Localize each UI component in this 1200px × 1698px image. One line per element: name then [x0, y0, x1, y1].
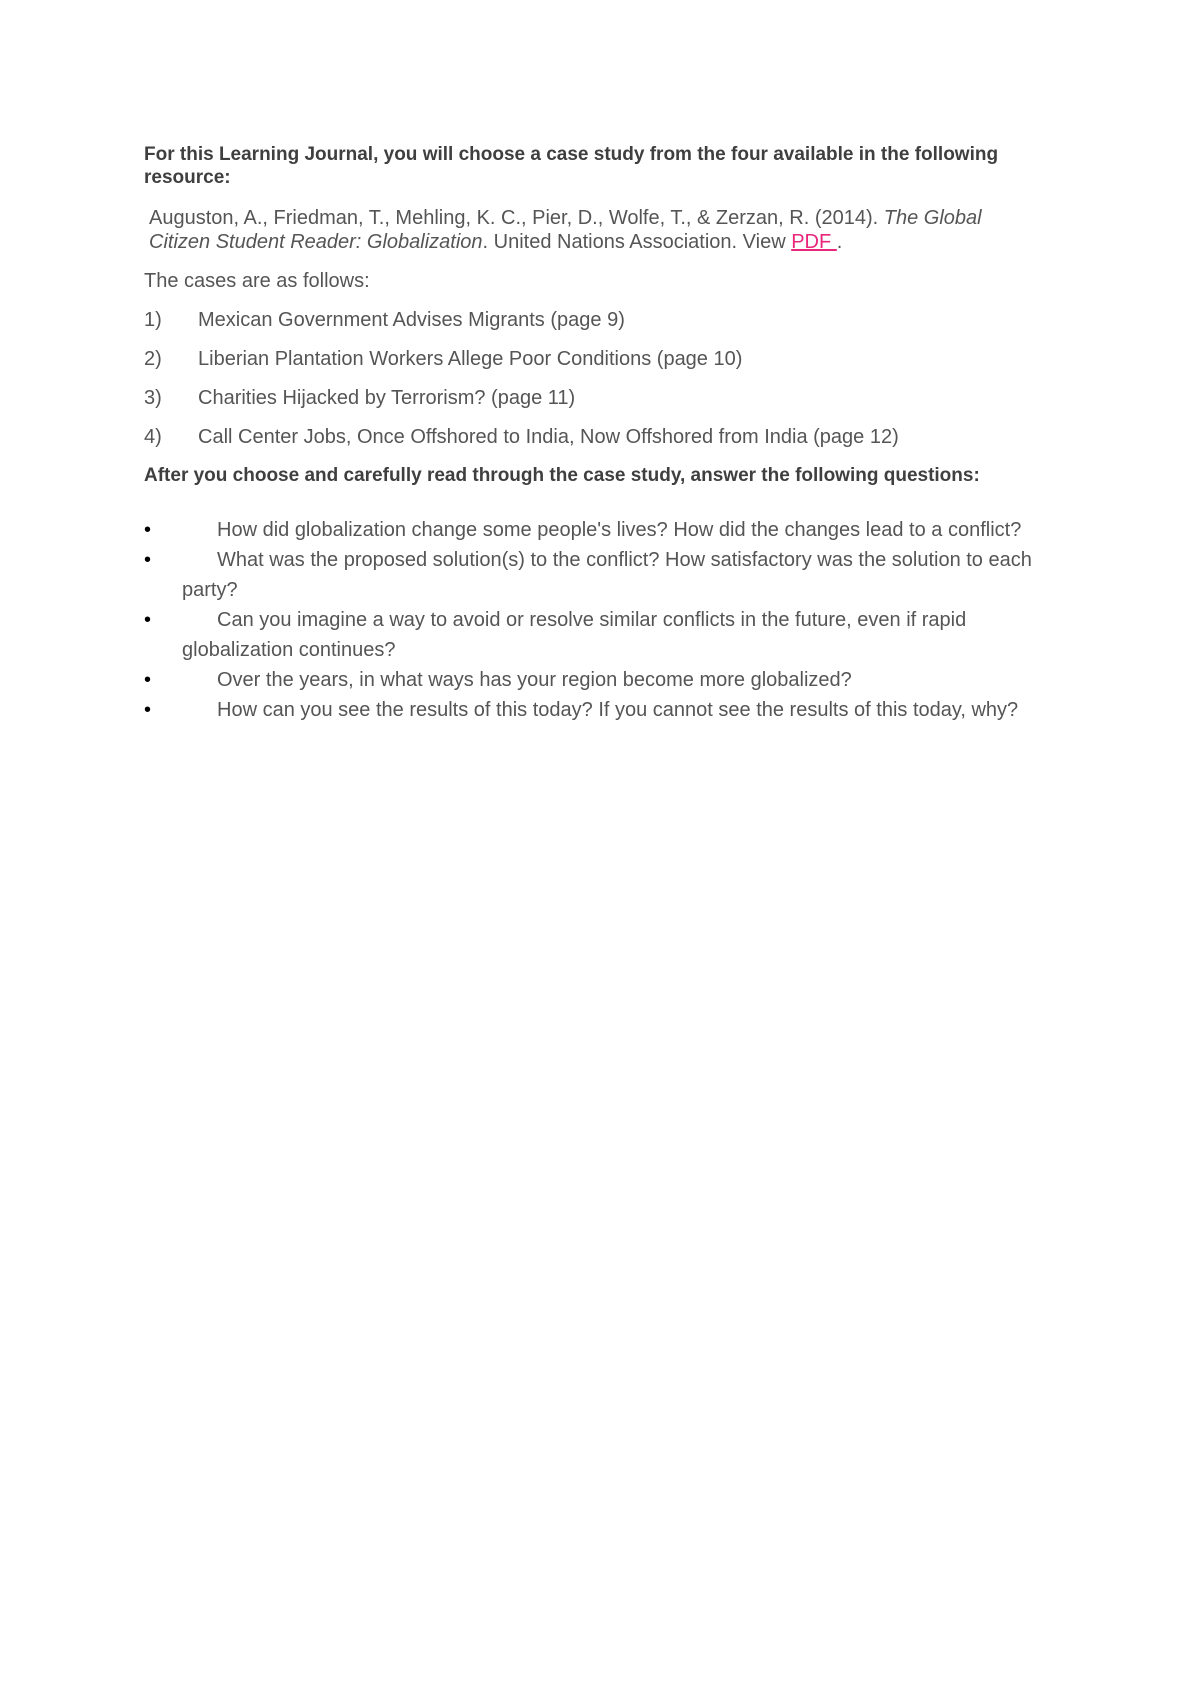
case-text: Call Center Jobs, Once Offshored to India, Now Offshored from India (page 12) [198, 426, 899, 448]
question-item [144, 545, 1062, 605]
bullet-icon: • [144, 549, 152, 571]
question-text: How can you see the results of this today? If you cannot see the results of this today, why? [217, 699, 1019, 721]
case-item [144, 347, 1044, 371]
question-item [144, 605, 1062, 665]
case-text: Liberian Plantation Workers Allege Poor Conditions (page 10) [198, 348, 743, 370]
question-item [144, 665, 1062, 695]
question-item [144, 695, 1062, 725]
citation-end: . [836, 231, 843, 253]
intro-paragraph: For this Learning Journal, you will choose a case study from the four available in the following resource: [144, 144, 999, 188]
question-text: Over the years, in what ways has your region become more globalized? [217, 669, 852, 691]
bullet-icon: • [144, 519, 152, 541]
cases-intro: The cases are as follows: [144, 270, 370, 292]
citation-publisher: . United Nations Association. View [482, 231, 792, 253]
questions-intro: After you choose and carefully read through the case study, answer the following questions: [144, 465, 980, 486]
question-item [144, 515, 1062, 545]
case-item [144, 308, 1044, 332]
question-text: What was the proposed solution(s) to the conflict? How satisfactory was the solution to each party? [182, 549, 1032, 601]
pdf-link[interactable]: PDF [791, 231, 837, 253]
case-number: 3) [144, 387, 162, 409]
bullet-icon: • [144, 669, 152, 691]
case-number: 4) [144, 426, 162, 448]
case-item [144, 386, 1044, 410]
case-number: 2) [144, 348, 162, 370]
citation-title: The Global Citizen Student Reader: Globalization [149, 207, 982, 253]
citation-paragraph [144, 206, 1044, 254]
bullet-icon: • [144, 609, 152, 631]
question-text: Can you imagine a way to avoid or resolve similar conflicts in the future, even if rapid globalization continues? [182, 609, 967, 661]
case-text: Mexican Government Advises Migrants (page 9) [198, 309, 625, 331]
document-body [144, 143, 1044, 725]
question-text: How did globalization change some people's lives? How did the changes lead to a conflict? [217, 519, 1022, 541]
case-text: Charities Hijacked by Terrorism? (page 11) [198, 387, 576, 409]
bullet-icon: • [144, 699, 152, 721]
question-list [144, 515, 1044, 725]
citation-authors: Auguston, A., Friedman, T., Mehling, K. C., Pier, D., Wolfe, T., & Zerzan, R. (2014). [149, 207, 884, 229]
case-number: 1) [144, 309, 162, 331]
case-list [144, 308, 1044, 449]
case-item [144, 425, 1044, 449]
